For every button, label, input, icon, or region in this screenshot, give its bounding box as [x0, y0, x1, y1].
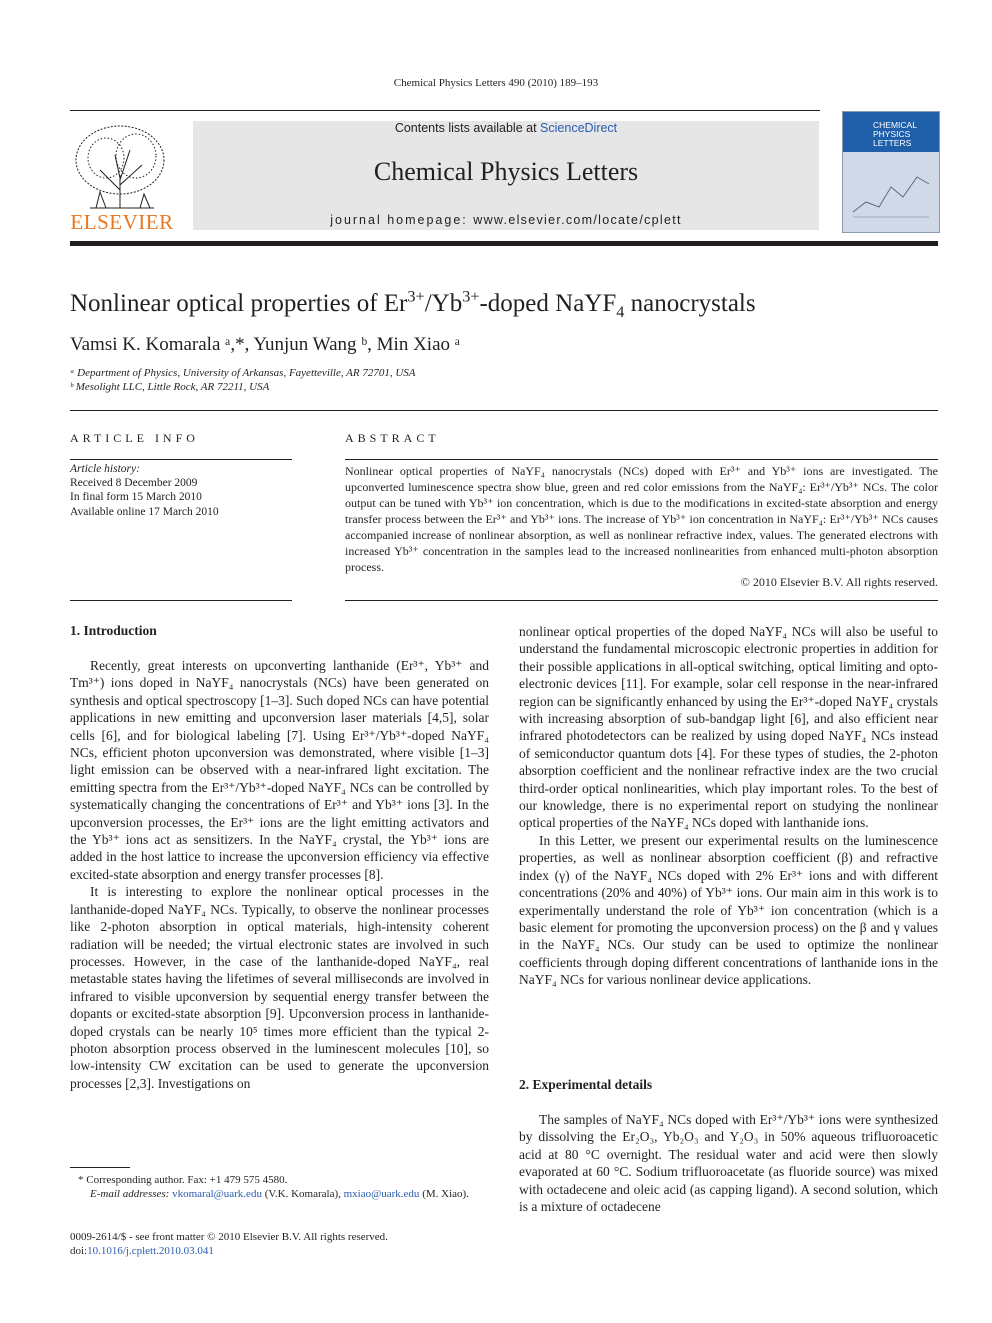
left-column — [70, 657, 489, 1092]
abstract-text: Nonlinear optical properties of NaYF₄ nanocrystals (NCs) doped with Er³⁺ and Yb³⁺ ions are investigated. The upconverted luminescence spectra show blue, green and red color emissions from the NaYF₄: Er³⁺/Yb³⁺ NCs. The color output can be tuned with Yb³⁺ ion concentration, which is due to the modifications in excited-state absorption and energy transfer process between the Er³⁺ and Yb³⁺ ions. The increase of Yb³⁺ ion concentration in NaYF₄: Er³⁺/Yb³⁺ NCs causes accompanied increase of nonlinear absorption, as well as nonlinear refractive index, values. The generated electrons with increased Yb³⁺ concentration in the samples lead to the increased nonlinearities from enhanced multi-photon absorption process. — [345, 464, 938, 574]
history-label: Article history: — [70, 463, 140, 475]
contents-prefix: Contents lists available at — [394, 121, 537, 135]
journal-homepage — [193, 213, 819, 227]
issn-line: 0009-2614/$ - see front matter © 2010 Elsevier B.V. All rights reserved. — [70, 1231, 388, 1243]
journal-cover-thumbnail — [842, 111, 940, 233]
article-info-heading: ARTICLE INFO — [70, 431, 199, 445]
abstract-heading: ABSTRACT — [345, 431, 440, 445]
email-note — [70, 1187, 489, 1201]
article-info-bottom-rule — [70, 600, 292, 601]
right-column — [519, 623, 938, 989]
abstract-bottom-rule — [345, 600, 938, 601]
cover-title: CHEMICAL PHYSICS LETTERS — [873, 120, 917, 148]
intro-paragraph-4: In this Letter, we present our experimental results on the luminescence properties, as well as nonlinear absorption coefficient (β) and refractive index (γ) of the NaYF₄ NCs doped with 2% Er³⁺ ions and with different concentrations (20% and 40%) of Yb³⁺ ions. Our main aim in this work is to experimentally understand the role of Yb³⁺ ion concentration (which is a basic element for promoting the upconversion process) on the β and γ values in the NaYF₄ NCs. Our study can be used to optimize the nonlinear coefficients through doping different concentrations of lanthanide ions in the NaYF₄ NCs for various nonlinear device applications. — [519, 832, 938, 988]
header-rule — [70, 110, 820, 111]
cover-figure-icon — [851, 162, 931, 222]
experimental-column — [519, 1111, 938, 1215]
email-link-2[interactable]: mxiao@uark.edu — [343, 1188, 420, 1200]
author-list: Vamsi K. Komarala ᵃ,*, Yunjun Wang ᵇ, Min Xiao ᵃ — [70, 334, 460, 355]
divider — [70, 410, 938, 411]
sciencedirect-link[interactable]: ScienceDirect — [540, 121, 618, 135]
homepage-link[interactable]: www.elsevier.com/locate/cplett — [473, 213, 682, 227]
history-received: Received 8 December 2009 — [70, 477, 198, 489]
history-online: Available online 17 March 2010 — [70, 506, 219, 518]
contents-line — [193, 121, 819, 135]
email-link-1[interactable]: vkomaral@uark.edu — [172, 1188, 262, 1200]
email-owner-2: (M. Xiao). — [422, 1188, 469, 1200]
section-heading-experimental: 2. Experimental details — [519, 1077, 653, 1092]
email-owner-1: (V.K. Komarala), — [264, 1188, 341, 1200]
affiliation-a: ᵃ Department of Physics, University of Arkansas, Fayetteville, AR 72701, USA — [70, 367, 416, 379]
intro-paragraph-3: nonlinear optical properties of the doped NaYF₄ NCs will also be useful to understand the fundamental microscopic electronic properties in addition for their possible applications in all-optical switching, optical limiting and opto-electronic devices [11]. For example, solar cell response in the near-infrared region can be significantly enhanced by using the Er³⁺-doped NaYF₄ crystals with increasing absorption of sub-bandgap light [6], and also efficient near infrared photodetectors can be realized by using doped NaYF₄ NCs instead of semiconductor quantum dots [4]. For these types of studies, the 2-photon absorption coefficient and the nonlinear refractive index are the two crucial third-order optical nonlinearities, which play important roles. To the best of our knowledge, there is no experimental report on studying the nonlinear optical properties of the NaYF₄ NCs doped with lanthanide ions. — [519, 624, 938, 831]
journal-title: Chemical Physics Letters — [373, 157, 639, 186]
corresponding-author-note: * Corresponding author. Fax: +1 479 575 4580. — [78, 1174, 288, 1186]
doi-line — [70, 1245, 214, 1257]
journal-reference: Chemical Physics Letters 490 (2010) 189–193 — [393, 77, 599, 89]
intro-paragraph-2: It is interesting to explore the nonlinear optical processes in the lanthanide-doped NaYF₄ NCs. Typically, to observe the nonlinear processes like 2-photon absorption in optical materials, high-intensity coherent radiation will be needed; the virtual electronic states are involved in such processes. However, in the case of the lanthanide-doped NaYF₄, real metastable states having the lifetimes of several milliseconds are involved in infrared to visible upconversion by sequential energy transfer between the dopants or excited-state absorption [9]. Upconversion process in lanthanide-doped crystals can be nearly 10⁵ times more efficient than the typical 2-photon absorption process observed in the luminescent molecules [10], so low-intensity CW excitation can be used to generate the upconversion processes [2,3]. Investigations on — [70, 884, 489, 1091]
publisher-wordmark: ELSEVIER — [70, 210, 174, 234]
abstract-rule — [345, 459, 938, 460]
affiliation-b: ᵇ Mesolight LLC, Little Rock, AR 72211, USA — [70, 381, 270, 393]
article-title: Nonlinear optical properties of $Er^{3+}/Yb^{3+}$-doped NaYF$_4$ nanocrystals — [70, 287, 756, 321]
email-label: E-mail addresses: — [90, 1188, 170, 1200]
doi-label: doi: — [70, 1245, 88, 1257]
experimental-paragraph-1: The samples of NaYF₄ NCs doped with Er³⁺/Yb³⁺ ions were synthesized by dissolving the Er₂O₃, Yb₂O₃ and Y₂O₃ in 50% aqueous trifluoroacetic acid at 80 °C overnight. The residual water and acid were then slowly evaporated at 60 °C. Sodium trifluoroacetate (as fluoride source) was mixed with octadecene and oleic acid (as capping ligand). A second solution, which is a mixture of octadecene — [519, 1112, 938, 1215]
section-heading-introduction: 1. Introduction — [70, 623, 157, 638]
abstract-copyright: © 2010 Elsevier B.V. All rights reserved. — [740, 575, 938, 589]
article-info-rule — [70, 459, 292, 460]
homepage-prefix: journal homepage: — [330, 213, 468, 227]
history-revised: In final form 15 March 2010 — [70, 491, 202, 503]
header-thick-rule — [70, 241, 938, 246]
footnote-rule — [70, 1167, 130, 1168]
intro-paragraph-1: Recently, great interests on upconverting lanthanide (Er³⁺, Yb³⁺ and Tm³⁺) ions doped in NaYF₄ nanocrystals (NCs) have been generated on synthesis and optical spectroscopy [1–3]. Such doped NCs can have potential applications in new emitting and upconversion laser materials [4,5], solar cells [6], and for biological labeling [7]. Using Er³⁺/Yb³⁺-doped NaYF₄ NCs, efficient photon upconversion was demonstrated, where visible [1–3] light emission can be observed with a near-infrared light excitation. The emitting spectra from the Er³⁺/Yb³⁺-doped NaYF₄ NCs can be controlled by systematically changing the concentrations of Er³⁺ and Yb³⁺ ions [3]. In the upconversion processes, the Er³⁺ ions are the light emitting activators and the Yb³⁺ ions act as sensitizers. In the NaYF₄ crystal, the Yb³⁺ ions are added in the host lattice to increase the upconversion efficiency via effective excited-state absorption and energy transfer processes [8]. — [70, 658, 489, 882]
doi-link[interactable]: 10.1016/j.cplett.2010.03.041 — [87, 1245, 214, 1257]
